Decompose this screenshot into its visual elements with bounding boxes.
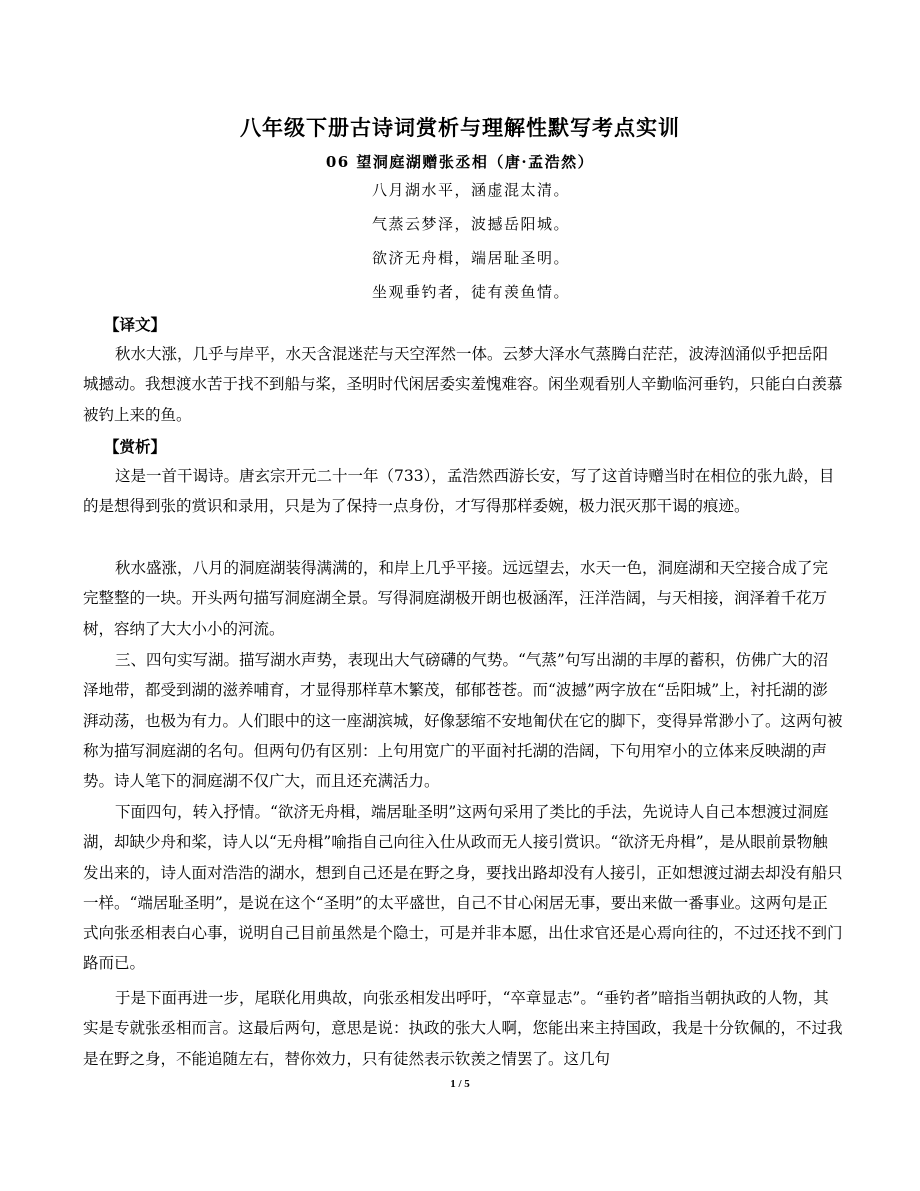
appreciation-paragraph: 秋水盛涨，八月的洞庭湖装得满满的，和岸上几乎平接。远远望去，水天一色，洞庭湖和天空接合成了完完整整的一块。开头两句描写洞庭湖全景。写得洞庭湖极开朗也极涵浑，汪洋浩阔，与天相接，润泽着千花万树，容纳了大大小小的河流。 <box>83 559 829 638</box>
poem-line: 欲济无舟楫，端居耻圣明。 <box>372 249 571 267</box>
appreciation-paragraph: 下面四句，转入抒情。“欲济无舟楫，端居耻圣明”这两句采用了类比的手法，先说诗人自己本想渡过洞庭湖，却缺少舟和桨，诗人以“无舟楫”喻指自己向往入仕从政而无人接引赏识。“欲济无舟楫”，是从眼前景物触发出来的，诗人面对浩浩的湖水，想到自己还是在野之身，要找出路却没有人接引，正如想渡过湖去却没有船只一样。“端居耻圣明”，是说在这个“圣明”的太平盛世，自己不甘心闲居无事，要出来做一番事业。这两句是正式向张丞相表白心事，说明自己目前虽然是个隐士，可是并非本愿，出仕求官还是心焉向往的，不过还找不到门路而已。 <box>83 803 843 973</box>
poem-line: 气蒸云梦泽，波撼岳阳城。 <box>372 215 571 233</box>
appreciation-heading: 【赏析】 <box>104 437 167 456</box>
poem-line: 八月湖水平，涵虚混太清。 <box>372 181 571 199</box>
translation-paragraph: 秋水大涨，几乎与岸平，水天含混迷茫与天空浑然一体。云梦大泽水气蒸腾白茫茫，波涛汹涌似乎把岳阳城撼动。我想渡水苦于找不到船与桨，圣明时代闲居委实羞愧难容。闲坐观看别人辛勤临河垂钓，只能白白羡慕被钓上来的鱼。 <box>83 345 843 424</box>
appreciation-paragraph: 于是下面再进一步，尾联化用典故，向张丞相发出呼吁，“卒章显志”。“垂钓者”暗指当朝执政的人物，其实是专就张丞相而言。这最后两句，意思是说：执政的张大人啊，您能出来主持国政，我是十分钦佩的，不过我是在野之身，不能追随左右，替你效力，只有徒然表示钦羡之情罢了。这几句 <box>83 989 843 1068</box>
poem-line: 坐观垂钓者，徒有羡鱼情。 <box>372 283 571 301</box>
appreciation-paragraph: 三、四句实写湖。描写湖水声势，表现出大气磅礴的气势。“气蒸”句写出湖的丰厚的蓄积，仿佛广大的沼泽地带，都受到湖的滋养哺育，才显得那样草木繁茂，郁郁苍苍。而“波撼”两字放在“岳阳城”上，衬托湖的澎湃动荡，也极为有力。人们眼中的这一座湖滨城，好像瑟缩不安地匍伏在它的脚下，变得异常渺小了。这两句被称为描写洞庭湖的名句。但两句仍有区别：上句用宽广的平面衬托湖的浩阔，下句用窄小的立体来反映湖的声势。诗人笔下的洞庭湖不仅广大，而且还充满活力。 <box>83 651 843 791</box>
appreciation-paragraph: 这是一首干谒诗。唐玄宗开元二十一年（733），孟浩然西游长安，写了这首诗赠当时在相位的张九龄，目的是想得到张的赏识和录用，只是为了保持一点身份，才写得那样委婉，极力泯灭那干谒的痕迹。 <box>83 467 835 516</box>
document-title: 八年级下册古诗词赏析与理解性默写考点实训 <box>240 115 680 140</box>
poem-body <box>372 180 672 316</box>
page-number: 1 / 5 <box>450 1078 470 1090</box>
translation-heading: 【译文】 <box>104 315 167 334</box>
poem-title: 06 望洞庭湖赠张丞相（唐·孟浩然） <box>325 153 595 171</box>
